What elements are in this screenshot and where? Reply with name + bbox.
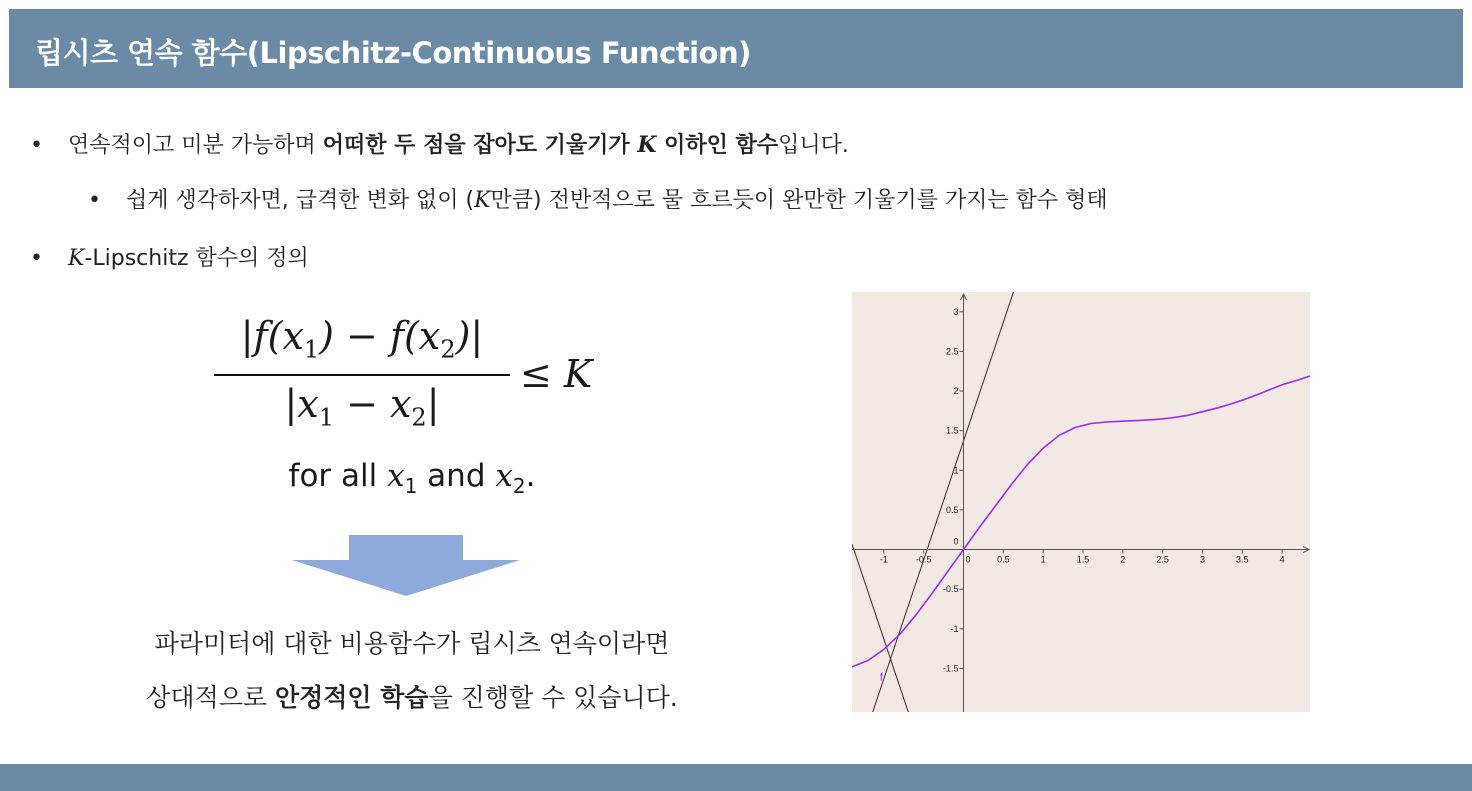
formula-rhs: ≤ K: [520, 352, 593, 396]
x-tick-label: 2: [1120, 554, 1126, 565]
conclusion-line-2: 상대적으로 안정적인 학습을 진행할 수 있습니다.: [146, 683, 678, 712]
formula-quantifier: for all $x_1$ and $x_2$.: [288, 458, 536, 499]
bullet-text: 연속적이고 미분 가능하며: [68, 133, 323, 158]
x-tick-label: 1: [1040, 554, 1046, 565]
y-tick-label: -0.5: [942, 584, 959, 595]
bullet-text: 입니다.: [778, 133, 849, 158]
x-tick-label: 1.5: [1076, 554, 1090, 565]
bullet-dot: •: [88, 188, 101, 213]
y-tick-label: 2.5: [945, 346, 959, 357]
footer-bar: [0, 764, 1472, 791]
x-tick-label: 3: [1199, 554, 1205, 565]
y-tick-label: -1.5: [942, 663, 959, 674]
y-tick-label: -1: [950, 623, 959, 634]
bullet-dot: •: [30, 133, 43, 158]
lipschitz-graph: [852, 292, 1310, 712]
slide-title: 립시츠 연속 함수(Lipschitz-Continuous Function): [35, 36, 751, 70]
bullet-bold: 이하인 함수: [656, 133, 779, 158]
fraction-bar: [214, 374, 510, 376]
bullet-definition: [30, 128, 849, 159]
x-tick-label: -0.5: [915, 554, 932, 565]
sub-bullet-intuition: [88, 183, 1108, 214]
x-tick-label: 2.5: [1156, 554, 1169, 565]
bullet-dot: •: [30, 246, 43, 271]
title-bar: [9, 9, 1463, 88]
bullet-text: -Lipschitz 함수의 정의: [84, 246, 309, 271]
x-tick-label: 0: [965, 554, 971, 565]
bullet-bold: 어떠한 두 점을 잡아도 기울기가: [322, 133, 638, 158]
math-var-k: K: [637, 132, 657, 158]
bullet-text: 만큼) 전반적으로 물 흐르듯이 완만한 기울기를 가지는 함수 형태: [490, 188, 1108, 213]
x-tick-label: 3.5: [1236, 554, 1249, 565]
y-tick-label: 3: [953, 306, 959, 317]
math-var-k: K: [474, 188, 491, 213]
formula-numerator: $|f(x_1) - f(x_2)|$: [240, 314, 484, 364]
x-tick-label: 4: [1279, 554, 1285, 565]
math-var-k: K: [68, 246, 85, 271]
lipschitz-formula: [212, 314, 612, 434]
down-arrow-icon: [292, 535, 522, 597]
y-tick-label: 1.5: [945, 425, 959, 436]
x-tick-label: 0.5: [997, 554, 1010, 565]
y-tick-label: 0.5: [945, 504, 959, 515]
conclusion-line-1: 파라미터에 대한 비용함수가 립시츠 연속이라면: [154, 629, 670, 658]
x-tick-label: -1: [879, 554, 888, 565]
origin-label: 0: [953, 536, 959, 547]
formula-denominator: $|x_1 - x_2|$: [284, 382, 440, 432]
conclusion-bold: 안정적인 학습: [274, 683, 429, 712]
curve-label: f: [879, 671, 883, 684]
bullet-text: 쉽게 생각하자면, 급격한 변화 없이 (: [126, 188, 475, 213]
y-tick-label: 2: [953, 386, 959, 397]
plot-background: [852, 292, 1310, 712]
bullet-lipschitz-definition: [30, 241, 309, 272]
y-tick-label: 1: [953, 465, 959, 476]
